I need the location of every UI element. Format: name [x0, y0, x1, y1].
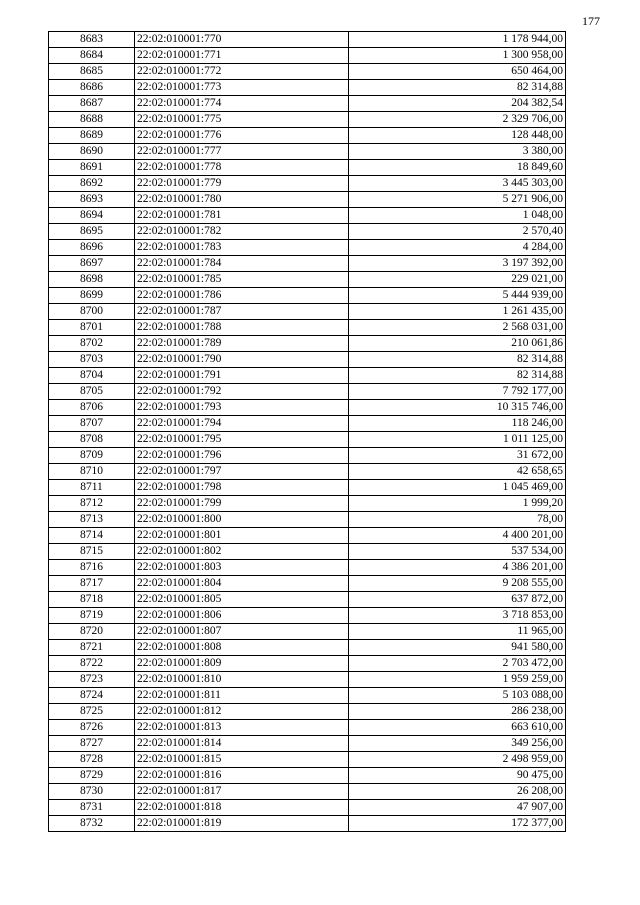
cadastral-number-cell: 22:02:010001:784: [135, 256, 349, 272]
row-number-cell: 8696: [49, 240, 135, 256]
table-row: [49, 432, 566, 448]
row-number-cell: 8722: [49, 656, 135, 672]
cadastral-number-cell: 22:02:010001:777: [135, 144, 349, 160]
table-row: [49, 352, 566, 368]
cadastral-number-cell: 22:02:010001:801: [135, 528, 349, 544]
cadastral-value-cell: 4 284,00: [349, 240, 566, 256]
cadastral-number-cell: 22:02:010001:819: [135, 816, 349, 832]
cadastral-value-cell: 1 261 435,00: [349, 304, 566, 320]
cadastral-number-cell: 22:02:010001:802: [135, 544, 349, 560]
row-number-cell: 8728: [49, 752, 135, 768]
row-number-cell: 8719: [49, 608, 135, 624]
row-number-cell: 8701: [49, 320, 135, 336]
table-row: [49, 288, 566, 304]
table-row: [49, 384, 566, 400]
cadastral-value-cell: 349 256,00: [349, 736, 566, 752]
cadastral-value-cell: 210 061,86: [349, 336, 566, 352]
cadastral-number-cell: 22:02:010001:803: [135, 560, 349, 576]
cadastral-number-cell: 22:02:010001:787: [135, 304, 349, 320]
row-number-cell: 8713: [49, 512, 135, 528]
row-number-cell: 8730: [49, 784, 135, 800]
cadastral-value-cell: 941 580,00: [349, 640, 566, 656]
cadastral-number-cell: 22:02:010001:783: [135, 240, 349, 256]
table-row: [49, 720, 566, 736]
table-row: [49, 48, 566, 64]
cadastral-number-cell: 22:02:010001:808: [135, 640, 349, 656]
cadastral-number-cell: 22:02:010001:775: [135, 112, 349, 128]
table-row: [49, 672, 566, 688]
cadastral-number-cell: 22:02:010001:795: [135, 432, 349, 448]
table-row: [49, 496, 566, 512]
table-row: [49, 768, 566, 784]
cadastral-number-cell: 22:02:010001:785: [135, 272, 349, 288]
cadastral-value-cell: 5 444 939,00: [349, 288, 566, 304]
cadastral-value-cell: 3 197 392,00: [349, 256, 566, 272]
row-number-cell: 8700: [49, 304, 135, 320]
cadastral-value-cell: 90 475,00: [349, 768, 566, 784]
cadastral-value-cell: 2 703 472,00: [349, 656, 566, 672]
cadastral-value-cell: 229 021,00: [349, 272, 566, 288]
cadastral-value-cell: 18 849,60: [349, 160, 566, 176]
cadastral-value-cell: 26 208,00: [349, 784, 566, 800]
cadastral-number-cell: 22:02:010001:817: [135, 784, 349, 800]
cadastral-number-cell: 22:02:010001:814: [135, 736, 349, 752]
table-row: [49, 192, 566, 208]
row-number-cell: 8704: [49, 368, 135, 384]
row-number-cell: 8702: [49, 336, 135, 352]
cadastral-value-cell: 10 315 746,00: [349, 400, 566, 416]
row-number-cell: 8731: [49, 800, 135, 816]
cadastral-number-cell: 22:02:010001:807: [135, 624, 349, 640]
row-number-cell: 8693: [49, 192, 135, 208]
cadastral-number-cell: 22:02:010001:776: [135, 128, 349, 144]
cadastral-number-cell: 22:02:010001:773: [135, 80, 349, 96]
row-number-cell: 8698: [49, 272, 135, 288]
cadastral-value-cell: 637 872,00: [349, 592, 566, 608]
row-number-cell: 8712: [49, 496, 135, 512]
cadastral-value-cell: 128 448,00: [349, 128, 566, 144]
table-row: [49, 160, 566, 176]
cadastral-value-cell: 5 271 906,00: [349, 192, 566, 208]
cadastral-value-cell: 9 208 555,00: [349, 576, 566, 592]
table-row: [49, 560, 566, 576]
row-number-cell: 8717: [49, 576, 135, 592]
table-row: [49, 416, 566, 432]
table-row: [49, 64, 566, 80]
cadastral-number-cell: 22:02:010001:806: [135, 608, 349, 624]
cadastral-number-cell: 22:02:010001:797: [135, 464, 349, 480]
page-number: 177: [582, 14, 600, 28]
cadastral-number-cell: 22:02:010001:791: [135, 368, 349, 384]
cadastral-number-cell: 22:02:010001:796: [135, 448, 349, 464]
cadastral-value-cell: 286 238,00: [349, 704, 566, 720]
row-number-cell: 8725: [49, 704, 135, 720]
cadastral-number-cell: 22:02:010001:790: [135, 352, 349, 368]
table-row: [49, 176, 566, 192]
row-number-cell: 8699: [49, 288, 135, 304]
cadastral-value-cell: 42 658,65: [349, 464, 566, 480]
cadastral-value-cell: 2 570,40: [349, 224, 566, 240]
cadastral-value-cell: 3 380,00: [349, 144, 566, 160]
cadastral-value-cell: 1 178 944,00: [349, 32, 566, 48]
cadastral-number-cell: 22:02:010001:805: [135, 592, 349, 608]
table-row: [49, 784, 566, 800]
table-row: [49, 592, 566, 608]
table-row: [49, 272, 566, 288]
row-number-cell: 8716: [49, 560, 135, 576]
cadastral-value-cell: 7 792 177,00: [349, 384, 566, 400]
table-row: [49, 96, 566, 112]
cadastral-value-cell: 2 498 959,00: [349, 752, 566, 768]
row-number-cell: 8732: [49, 816, 135, 832]
row-number-cell: 8723: [49, 672, 135, 688]
row-number-cell: 8687: [49, 96, 135, 112]
table-row: [49, 816, 566, 832]
cadastral-number-cell: 22:02:010001:780: [135, 192, 349, 208]
cadastral-value-cell: 11 965,00: [349, 624, 566, 640]
row-number-cell: 8721: [49, 640, 135, 656]
cadastral-value-cell: 2 568 031,00: [349, 320, 566, 336]
cadastral-value-cell: 1 048,00: [349, 208, 566, 224]
row-number-cell: 8714: [49, 528, 135, 544]
row-number-cell: 8729: [49, 768, 135, 784]
cadastral-value-cell: 663 610,00: [349, 720, 566, 736]
row-number-cell: 8694: [49, 208, 135, 224]
table-body: [49, 32, 566, 832]
row-number-cell: 8690: [49, 144, 135, 160]
cadastral-number-cell: 22:02:010001:813: [135, 720, 349, 736]
row-number-cell: 8685: [49, 64, 135, 80]
row-number-cell: 8727: [49, 736, 135, 752]
table-row: [49, 112, 566, 128]
cadastral-value-cell: 172 377,00: [349, 816, 566, 832]
cadastral-number-cell: 22:02:010001:816: [135, 768, 349, 784]
row-number-cell: 8684: [49, 48, 135, 64]
row-number-cell: 8686: [49, 80, 135, 96]
cadastral-number-cell: 22:02:010001:811: [135, 688, 349, 704]
row-number-cell: 8711: [49, 480, 135, 496]
cadastral-value-cell: 47 907,00: [349, 800, 566, 816]
table-row: [49, 528, 566, 544]
table-row: [49, 624, 566, 640]
table-row: [49, 128, 566, 144]
row-number-cell: 8705: [49, 384, 135, 400]
cadastral-value-cell: 1 999,20: [349, 496, 566, 512]
cadastral-value-cell: 4 400 201,00: [349, 528, 566, 544]
row-number-cell: 8689: [49, 128, 135, 144]
cadastral-value-cell: 2 329 706,00: [349, 112, 566, 128]
cadastral-number-cell: 22:02:010001:810: [135, 672, 349, 688]
table-row: [49, 320, 566, 336]
table-row: [49, 224, 566, 240]
row-number-cell: 8697: [49, 256, 135, 272]
cadastral-number-cell: 22:02:010001:778: [135, 160, 349, 176]
table-row: [49, 80, 566, 96]
cadastral-number-cell: 22:02:010001:786: [135, 288, 349, 304]
cadastral-number-cell: 22:02:010001:794: [135, 416, 349, 432]
cadastral-value-cell: 4 386 201,00: [349, 560, 566, 576]
row-number-cell: 8706: [49, 400, 135, 416]
cadastral-value-cell: 1 959 259,00: [349, 672, 566, 688]
table-row: [49, 640, 566, 656]
cadastral-value-cell: 82 314,88: [349, 368, 566, 384]
table-row: [49, 448, 566, 464]
cadastral-number-cell: 22:02:010001:812: [135, 704, 349, 720]
cadastral-number-cell: 22:02:010001:779: [135, 176, 349, 192]
table-row: [49, 704, 566, 720]
cadastral-value-cell: 204 382,54: [349, 96, 566, 112]
cadastral-number-cell: 22:02:010001:771: [135, 48, 349, 64]
table-row: [49, 608, 566, 624]
cadastral-number-cell: 22:02:010001:789: [135, 336, 349, 352]
table-row: [49, 400, 566, 416]
cadastral-value-cell: 1 045 469,00: [349, 480, 566, 496]
row-number-cell: 8691: [49, 160, 135, 176]
row-number-cell: 8703: [49, 352, 135, 368]
cadastral-number-cell: 22:02:010001:788: [135, 320, 349, 336]
table-row: [49, 304, 566, 320]
table-row: [49, 752, 566, 768]
cadastral-number-cell: 22:02:010001:770: [135, 32, 349, 48]
table-row: [49, 32, 566, 48]
cadastral-value-cell: 650 464,00: [349, 64, 566, 80]
cadastral-number-cell: 22:02:010001:800: [135, 512, 349, 528]
cadastral-number-cell: 22:02:010001:774: [135, 96, 349, 112]
row-number-cell: 8715: [49, 544, 135, 560]
cadastral-number-cell: 22:02:010001:809: [135, 656, 349, 672]
cadastral-value-cell: 1 300 958,00: [349, 48, 566, 64]
table-row: [49, 688, 566, 704]
cadastral-value-cell: 1 011 125,00: [349, 432, 566, 448]
row-number-cell: 8695: [49, 224, 135, 240]
table-row: [49, 464, 566, 480]
table-row: [49, 336, 566, 352]
table-row: [49, 800, 566, 816]
row-number-cell: 8710: [49, 464, 135, 480]
cadastral-value-cell: 78,00: [349, 512, 566, 528]
cadastral-number-cell: 22:02:010001:818: [135, 800, 349, 816]
cadastral-number-cell: 22:02:010001:799: [135, 496, 349, 512]
cadastral-value-cell: 3 445 303,00: [349, 176, 566, 192]
cadastral-value-cell: 31 672,00: [349, 448, 566, 464]
table-row: [49, 256, 566, 272]
table-row: [49, 576, 566, 592]
cadastral-value-cell: 3 718 853,00: [349, 608, 566, 624]
table-row: [49, 480, 566, 496]
row-number-cell: 8692: [49, 176, 135, 192]
cadastral-number-cell: 22:02:010001:804: [135, 576, 349, 592]
cadastral-number-cell: 22:02:010001:798: [135, 480, 349, 496]
row-number-cell: 8726: [49, 720, 135, 736]
table-row: [49, 208, 566, 224]
cadastral-number-cell: 22:02:010001:815: [135, 752, 349, 768]
cadastral-value-cell: 537 534,00: [349, 544, 566, 560]
cadastral-number-cell: 22:02:010001:772: [135, 64, 349, 80]
cadastral-number-cell: 22:02:010001:782: [135, 224, 349, 240]
table-row: [49, 736, 566, 752]
table-row: [49, 240, 566, 256]
table-row: [49, 368, 566, 384]
row-number-cell: 8707: [49, 416, 135, 432]
cadastral-number-cell: 22:02:010001:781: [135, 208, 349, 224]
table-row: [49, 544, 566, 560]
cadastral-value-cell: 82 314,88: [349, 352, 566, 368]
table-row: [49, 512, 566, 528]
cadastral-number-cell: 22:02:010001:793: [135, 400, 349, 416]
row-number-cell: 8708: [49, 432, 135, 448]
cadastral-value-cell: 82 314,88: [349, 80, 566, 96]
cadastral-value-cell: 118 246,00: [349, 416, 566, 432]
row-number-cell: 8720: [49, 624, 135, 640]
row-number-cell: 8724: [49, 688, 135, 704]
cadastral-value-cell: 5 103 088,00: [349, 688, 566, 704]
row-number-cell: 8683: [49, 32, 135, 48]
cadastral-number-cell: 22:02:010001:792: [135, 384, 349, 400]
row-number-cell: 8688: [49, 112, 135, 128]
row-number-cell: 8718: [49, 592, 135, 608]
row-number-cell: 8709: [49, 448, 135, 464]
cadastral-value-table: [48, 31, 566, 832]
table-row: [49, 656, 566, 672]
table-row: [49, 144, 566, 160]
